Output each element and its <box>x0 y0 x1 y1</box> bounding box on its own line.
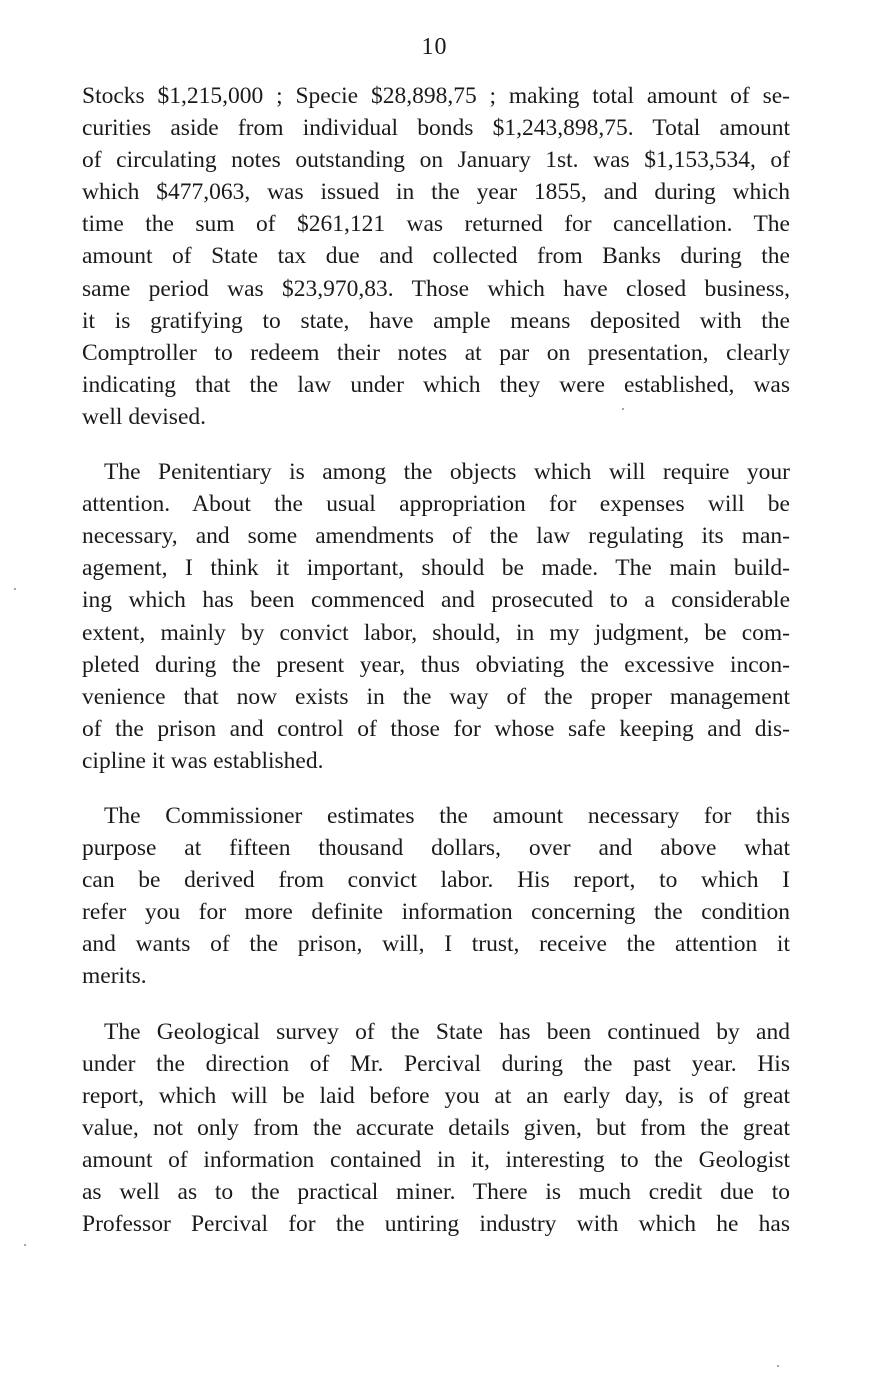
text-line: which $477,063, was issued in the year 1855, and during which <box>82 179 790 206</box>
text-line: under the direction of Mr. Percival during the past year. His <box>82 1050 790 1077</box>
text-line: can be derived from convict labor. His report, to which I <box>82 867 790 894</box>
text-line: and wants of the prison, will, I trust, receive the attention it <box>82 931 790 958</box>
text-line: it is gratifying to state, have ample means deposited with the <box>82 307 790 334</box>
text-line: necessary, and some amendments of the law regulating its man- <box>82 523 790 550</box>
text-line: time the sum of $261,121 was returned for cancellation. The <box>82 211 790 238</box>
text-line: cipline it was established. <box>82 747 324 774</box>
text-line: indicating that the law under which they were established, was <box>82 371 790 398</box>
text-line: The Commissioner estimates the amount necessary for this <box>104 802 790 829</box>
text-line: The Penitentiary is among the objects which will require your <box>104 459 790 486</box>
page-number: 10 <box>421 34 448 60</box>
scan-speck <box>622 408 624 410</box>
scan-speck <box>777 1365 779 1367</box>
text-line: The Geological survey of the State has been continued by and <box>104 1018 790 1045</box>
text-line: amount of State tax due and collected from Banks during the <box>82 243 790 270</box>
text-line: purpose at fifteen thousand dollars, over and above what <box>82 835 790 862</box>
text-line: Professor Percival for the untiring industry with which he has <box>82 1211 790 1238</box>
text-line: same period was $23,970,83. Those which have closed business, <box>82 275 790 302</box>
text-line: of the prison and control of those for whose safe keeping and dis- <box>82 715 790 742</box>
text-line: curities aside from individual bonds $1,243,898,75. Total amount <box>82 115 790 142</box>
paragraph-gap <box>82 433 790 456</box>
paragraph-penitentiary <box>82 456 790 777</box>
text-line: extent, mainly by convict labor, should, in my judgment, be com- <box>82 619 790 646</box>
text-line: pleted during the present year, thus obviating the excessive incon- <box>82 651 790 678</box>
text-line: Comptroller to redeem their notes at par on presentation, clearly <box>82 339 790 366</box>
text-line: report, which will be laid before you at an early day, is of great <box>82 1082 790 1109</box>
text-line: agement, I think it important, should be made. The main build- <box>82 555 790 582</box>
text-line: attention. About the usual appropriation for expenses will be <box>82 491 790 518</box>
text-line: refer you for more definite information concerning the condition <box>82 899 790 926</box>
paragraph-commissioner <box>82 800 790 993</box>
text-line: of circulating notes outstanding on January 1st. was $1,153,534, of <box>82 147 790 174</box>
paragraph-banks <box>82 80 790 433</box>
text-line: merits. <box>82 963 147 990</box>
paragraph-gap <box>82 777 790 800</box>
body-text <box>82 80 790 1240</box>
text-line: value, not only from the accurate details given, but from the great <box>82 1114 790 1141</box>
paragraph-geological-survey <box>82 1016 790 1241</box>
text-line: ing which has been commenced and prosecuted to a considerable <box>82 587 790 614</box>
text-line: venience that now exists in the way of the proper management <box>82 683 790 710</box>
scan-speck <box>24 1244 26 1246</box>
text-line: as well as to the practical miner. There is much credit due to <box>82 1179 790 1205</box>
paragraph-gap <box>82 993 790 1016</box>
text-line: amount of information contained in it, interesting to the Geologist <box>82 1146 790 1173</box>
scan-speck <box>14 588 16 590</box>
text-line: Stocks $1,215,000 ; Specie $28,898,75 ; making total amount of se- <box>82 83 790 109</box>
text-line: well devised. <box>82 403 206 430</box>
